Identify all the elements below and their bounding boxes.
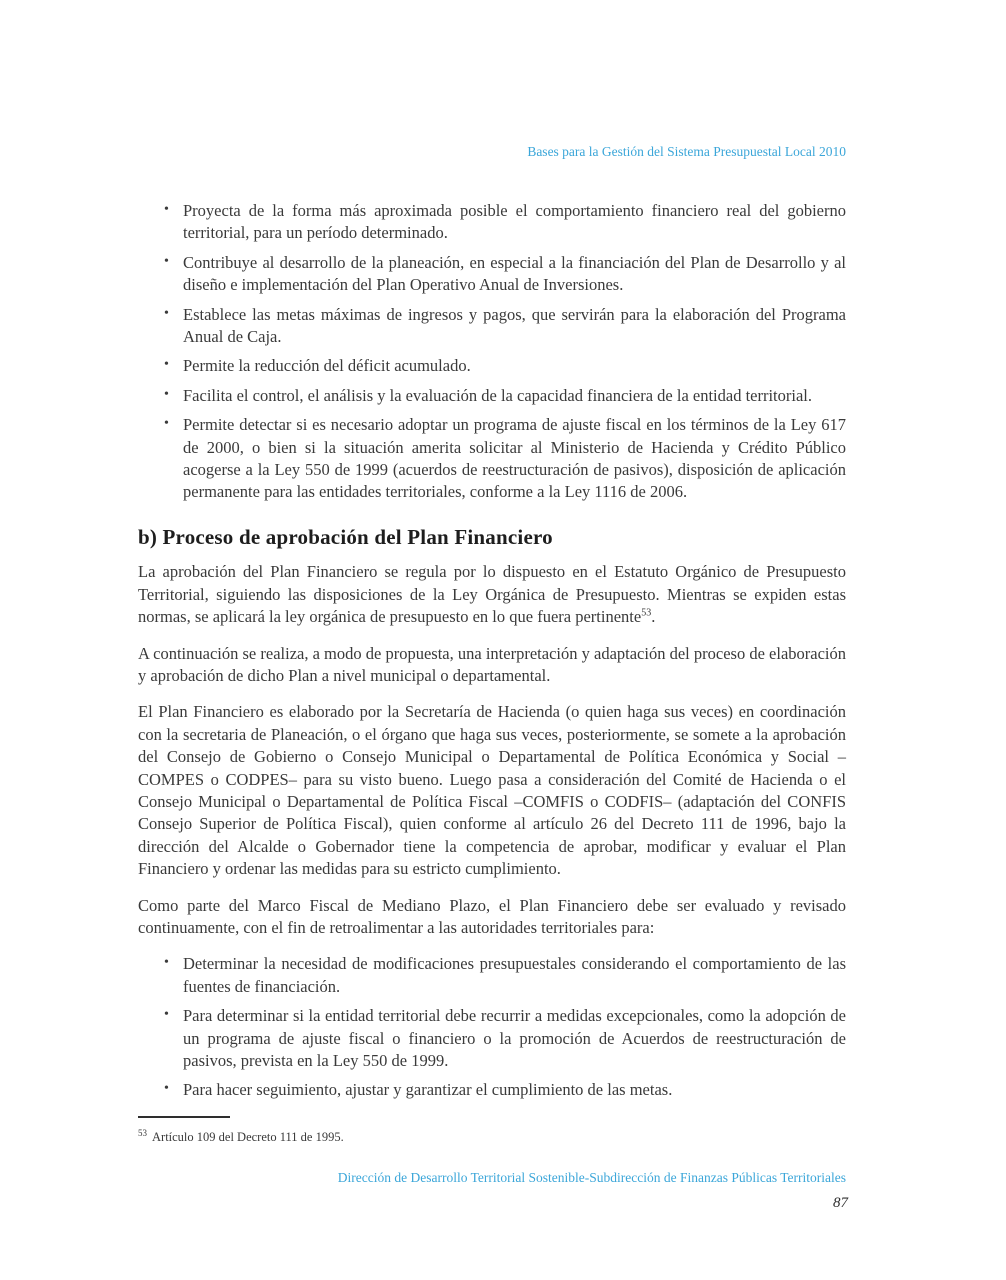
section-heading: b) Proceso de aprobación del Plan Financiero: [138, 524, 553, 549]
page-footer: [138, 1170, 846, 1186]
footnote-ref-53: 53: [641, 607, 652, 619]
paragraph-marco-fiscal: Como parte del Marco Fiscal de Mediano Plazo, el Plan Financiero debe ser evaluado y revisado continuamente, con el fin de retroalimentar a las autoridades territoriales para:: [138, 895, 846, 937]
list-item: • Determinar la necesidad de modificaciones presupuestales considerando el comportamiento de las fuentes de financiación.: [138, 953, 846, 998]
list-item: • Permite detectar si es necesario adoptar un programa de ajuste fiscal en los términos de la Ley 617 de 2000, o bien si la situación amerita solicitar al Ministerio de Hacienda y Crédito Público acogerse a la Ley 550 de 1999 (acuerdos de reestructuración de pasivos), disposición de aplicación permanente para las entidades territoriales, conforme a la Ley 1116 de 2006.: [138, 414, 846, 504]
list-item: • Permite la reducción del déficit acumulado.: [138, 355, 846, 377]
paragraph-text-end: .: [651, 607, 656, 627]
running-header: [138, 144, 846, 160]
running-header-text: Bases para la Gestión del Sistema Presupuestal Local 2010: [527, 144, 846, 159]
footnote-separator: [138, 1116, 230, 1118]
paragraph-elaboracion: El Plan Financiero es elaborado por la Secretaría de Hacienda (o quien haga sus veces) en coordinación con la secretaria de Planeación, o el órgano que haga sus veces, posteriormente, se somete a la aprobación del Consejo de Gobierno o Consejo Municipal o Departamental de Política Económica y Social –COMPES o CODPES– para su visto bueno. Luego pasa a consideración del Comité de Hacienda o el Consejo Municipal o Departamental de Política Fiscal –COMFIS o CODFIS– (adaptación del CONFIS Consejo Superior de Política Fiscal), quien conforme al artículo 26 del Decreto 111 de 1996, bajo la dirección del Alcalde o Gobernador tiene la competencia de aprobar, modificar y evaluar el Plan Financiero y ordenar las medidas para su estricto cumplimiento.: [138, 702, 846, 879]
list-item: • Proyecta de la forma más aproximada posible el comportamiento financiero real del gobierno territorial, para un período determinado.: [138, 200, 846, 245]
list-item: • Para hacer seguimiento, ajustar y garantizar el cumplimiento de las metas.: [138, 1079, 846, 1101]
footnote-text: [138, 1125, 558, 1145]
page-number: 87: [833, 1195, 848, 1211]
body-column: [138, 200, 846, 1109]
paragraph-aprobacion: [138, 561, 846, 628]
paragraph-continuacion: A continuación se realiza, a modo de propuesta, una interpretación y adaptación del proceso de elaboración y aprobación de dicho Plan a nivel municipal o departamental.: [138, 643, 846, 685]
footnote-marker: 53: [138, 1128, 147, 1138]
page-footer-text: Dirección de Desarrollo Territorial Sostenible-Subdirección de Finanzas Públicas Territoriales: [337, 1170, 846, 1185]
closing-bullet-list: [138, 953, 846, 1101]
list-item: • Para determinar si la entidad territorial debe recurrir a medidas excepcionales, como la adopción de un programa de ajuste fiscal o financiero o la promoción de Acuerdos de reestructuración de pasivos, prevista en la Ley 550 de 1999.: [138, 1005, 846, 1072]
footnote-body: Artículo 109 del Decreto 111 de 1995.: [152, 1130, 344, 1145]
list-item: • Establece las metas máximas de ingresos y pagos, que servirán para la elaboración del Programa Anual de Caja.: [138, 304, 846, 349]
list-item: • Contribuye al desarrollo de la planeación, en especial a la financiación del Plan de Desarrollo y al diseño e implementación del Plan Operativo Anual de Inversiones.: [138, 252, 846, 297]
footnote: [138, 1116, 558, 1145]
paragraph-text: La aprobación del Plan Financiero se regula por lo dispuesto en el Estatuto Orgánico de Presupuesto Territorial, siguiendo las disposiciones de la Ley Orgánica de Presupuesto. Mientras se expiden estas normas, se aplicará la ley orgánica de presupuesto en lo que fuera pertinente: [138, 562, 846, 627]
list-item: • Facilita el control, el análisis y la evaluación de la capacidad financiera de la entidad territorial.: [138, 385, 846, 407]
intro-bullet-list: [138, 200, 846, 504]
